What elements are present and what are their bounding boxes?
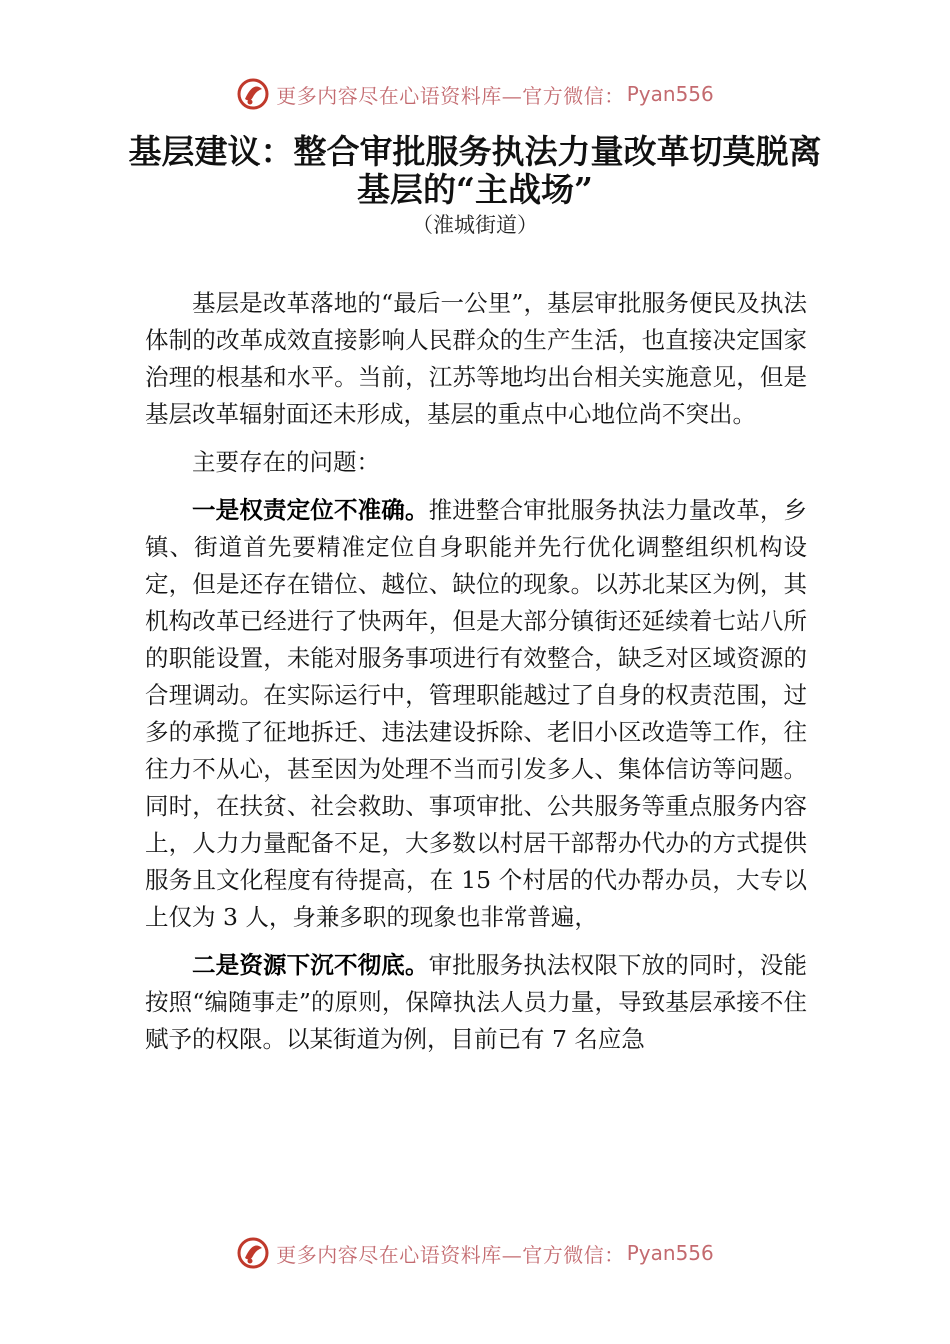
watermark-handle: Pyan556: [626, 82, 714, 106]
document-subtitle: （淮城街道）: [412, 213, 538, 237]
red-swirl-logo-icon: [236, 77, 270, 111]
paragraph-text: 基层是改革落地的“最后一公里”，基层审批服务便民及执法体制的改革成效直接影响人民群众的生产生活，也直接决定国家治理的根基和水平。当前，江苏等地均出台相关实施意见，但是基层改革辐射面还未形成，基层的重点中心地位尚不突出。: [145, 289, 807, 428]
paragraph-problem-2: [145, 947, 807, 1058]
paragraph-text: 推进整合审批服务执法力量改革，乡镇、街道首先要精准定位自身职能并先行优化调整组织机构设定，但是还存在错位、越位、缺位的现象。以苏北某区为例，其机构改革已经进行了快两年，但是大部分镇街还延续着七站八所的职能设置，未能对服务事项进行有效整合，缺乏对区域资源的合理调动。在实际运行中，管理职能越过了自身的权责范围，过多的承揽了征地拆迁、违法建设拆除、老旧小区改造等工作，往往力不从心，甚至因为处理不当而引发多人、集体信访等问题。同时，在扶贫、社会救助、事项审批、公共服务等重点服务内容上，人力力量配备不足，大多数以村居干部帮办代办的方式提供服务且文化程度有待提高，在 15 个村居的代办帮办员，大专以上仅为 3 人，身兼多职的现象也非常普遍，: [145, 496, 808, 931]
header-watermark: [0, 74, 950, 114]
paragraph-problems-heading: [145, 444, 807, 481]
paragraph-intro: [145, 285, 807, 433]
paragraph-problem-1: [145, 492, 807, 936]
paragraph-text: 主要存在的问题：: [192, 448, 380, 476]
document-title: 基层建议：整合审批服务执法力量改革切莫脱离基层的“主战场”: [128, 132, 822, 209]
paragraph-text: 审批服务执法权限下放的同时，没能按照“编随事走”的原则，保障执法人员力量，导致基层承接不住赋予的权限。以某街道为例，目前已有 7 名应急: [145, 951, 808, 1053]
watermark-handle: Pyan556: [626, 1241, 714, 1265]
watermark-text: 更多内容尽在心语资料库—官方微信：: [276, 1242, 625, 1267]
paragraph-lead: 二是资源下沉不彻底。: [192, 951, 429, 979]
paragraph-lead: 一是权责定位不准确。: [192, 496, 429, 524]
footer-watermark: [0, 1233, 950, 1273]
document-body: [145, 285, 807, 1058]
red-swirl-logo-icon: [236, 1236, 270, 1270]
watermark-text: 更多内容尽在心语资料库—官方微信：: [276, 83, 625, 108]
